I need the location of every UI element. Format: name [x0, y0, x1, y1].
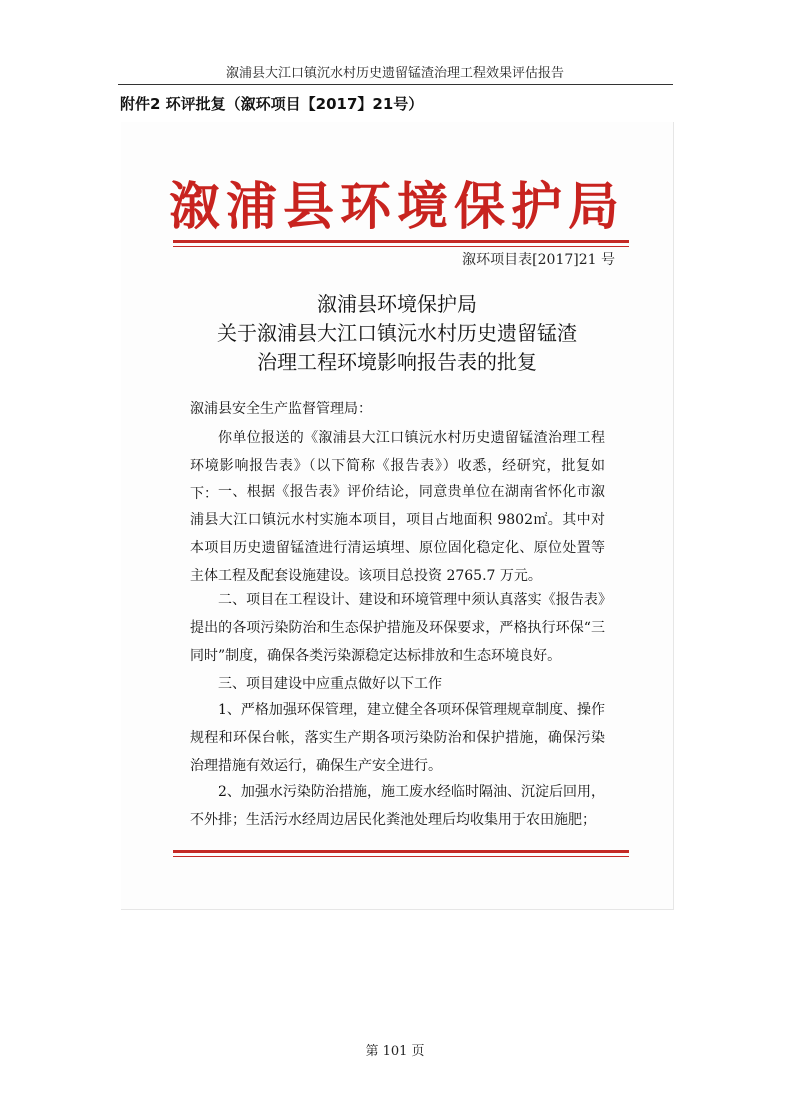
- document-number: 溆环项目表[2017]21 号: [462, 252, 615, 268]
- document-title-line-3: 治理工程环境影响报告表的批复: [257, 350, 537, 374]
- scanned-document: [121, 122, 674, 910]
- letterhead-agency-name: 溆浦县环境保护局: [168, 177, 625, 237]
- header-divider: [118, 84, 673, 85]
- page-number: 第 101 页: [365, 1044, 425, 1059]
- footer-red-rule: [173, 850, 629, 853]
- addressee: 溆浦县安全生产监督管理局：: [190, 401, 372, 417]
- paragraph-intro: 你单位报送的《溆浦县大江口镇沅水村历史遗留锰渣治理工程环境影响报告表》（以下简称《报告表》）收悉，经研究，批复如下：: [190, 430, 605, 502]
- footer-red-rule-thin: [173, 856, 629, 857]
- paragraph-3-item-1: 1、严格加强环保管理，建立健全各项环保管理规章制度、操作规程和环保台帐，落实生产期各项污染防治和保护措施，确保污染治理措施有效运行，确保生产安全进行。: [190, 702, 605, 774]
- paragraph-3: 三、项目建设中应重点做好以下工作: [218, 676, 442, 692]
- paragraph-3-item-2: 2、加强水污染防治措施，施工废水经临时隔油、沉淀后回用，不外排；生活污水经周边居民化粪池处理后均收集用于农田施肥；: [190, 784, 605, 828]
- letterhead-red-rule-thin: [173, 246, 629, 247]
- document-title-line-2: 关于溆浦县大江口镇沅水村历史遗留锰渣: [217, 321, 577, 345]
- paragraph-1: 一、根据《报告表》评价结论，同意贵单位在湖南省怀化市溆浦县大江口镇沅水村实施本项目，项目占地面积 9802㎡。其中对本项目历史遗留锰渣进行清运填埋、原位固化稳定化、原位处置等主体工程及配套设施建设。该项目总投资 2765.7 万元。: [190, 484, 605, 584]
- appendix-title: 附件2 环评批复（溆环项目【2017】21号）: [120, 95, 424, 113]
- paragraph-2: 二、项目在工程设计、建设和环境管理中须认真落实《报告表》提出的各项污染防治和生态保护措施及环保要求，严格执行环保“三同时”制度，确保各类污染源稳定达标排放和生态环境良好。: [190, 592, 605, 664]
- letterhead-red-rule: [173, 240, 629, 243]
- running-header: 溆浦县大江口镇沉水村历史遗留锰渣治理工程效果评估报告: [225, 66, 564, 81]
- document-title-line-1: 溆浦县环境保护局: [317, 292, 477, 316]
